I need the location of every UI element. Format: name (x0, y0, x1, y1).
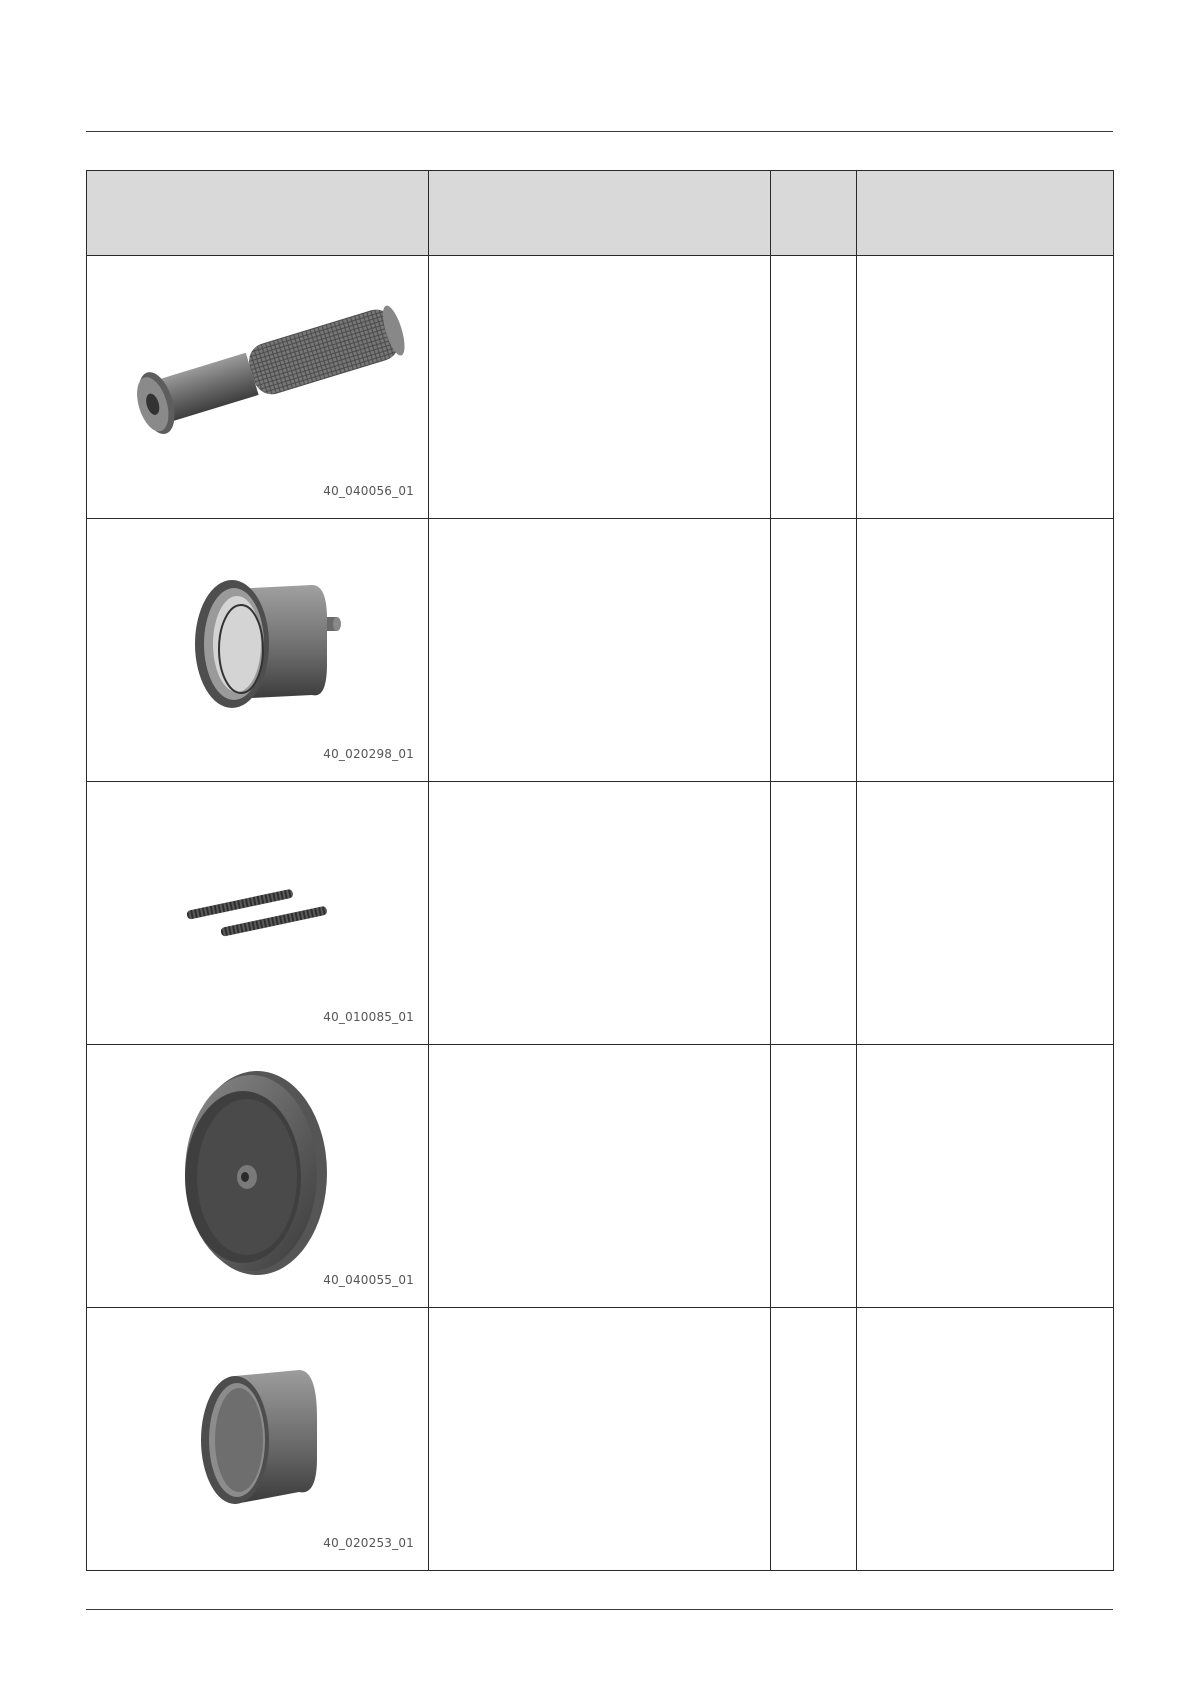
part-number-cell (857, 782, 1114, 1045)
large-disc-adapter-icon (87, 1045, 429, 1307)
table-header-row (87, 171, 1114, 256)
table-row (87, 782, 1114, 1045)
table-row (87, 1045, 1114, 1308)
description-cell (429, 1308, 771, 1571)
knurled-handle-icon (87, 256, 429, 518)
header-cell-description (429, 171, 771, 256)
quantity-cell (771, 519, 857, 782)
header-cell-quantity (771, 171, 857, 256)
quantity-cell (771, 256, 857, 519)
image-code-label: 40_040056_01 (323, 484, 414, 498)
image-cell (87, 519, 429, 782)
special-tools-table (86, 170, 1114, 1571)
threaded-rods-icon (87, 782, 429, 1044)
part-number-cell (857, 256, 1114, 519)
description-cell (429, 782, 771, 1045)
table-row (87, 519, 1114, 782)
part-number-cell (857, 519, 1114, 782)
quantity-cell (771, 1045, 857, 1308)
header-cell-part-number (857, 171, 1114, 256)
header-rule (86, 131, 1113, 132)
image-code-label: 40_020253_01 (323, 1536, 414, 1550)
image-cell (87, 256, 429, 519)
part-number-cell (857, 1308, 1114, 1571)
image-cell (87, 1045, 429, 1308)
header-cell-image (87, 171, 429, 256)
image-code-label: 40_040055_01 (323, 1273, 414, 1287)
footer-rule (86, 1609, 1113, 1610)
image-cell (87, 1308, 429, 1571)
description-cell (429, 519, 771, 782)
part-number-cell (857, 1045, 1114, 1308)
sleeve-adapter-icon (87, 519, 429, 781)
quantity-cell (771, 1308, 857, 1571)
table-row (87, 1308, 1114, 1571)
description-cell (429, 1045, 771, 1308)
quantity-cell (771, 782, 857, 1045)
image-code-label: 40_010085_01 (323, 1010, 414, 1024)
image-code-label: 40_020298_01 (323, 747, 414, 761)
description-cell (429, 256, 771, 519)
table-row (87, 256, 1114, 519)
cup-adapter-icon (87, 1308, 429, 1570)
image-cell (87, 782, 429, 1045)
